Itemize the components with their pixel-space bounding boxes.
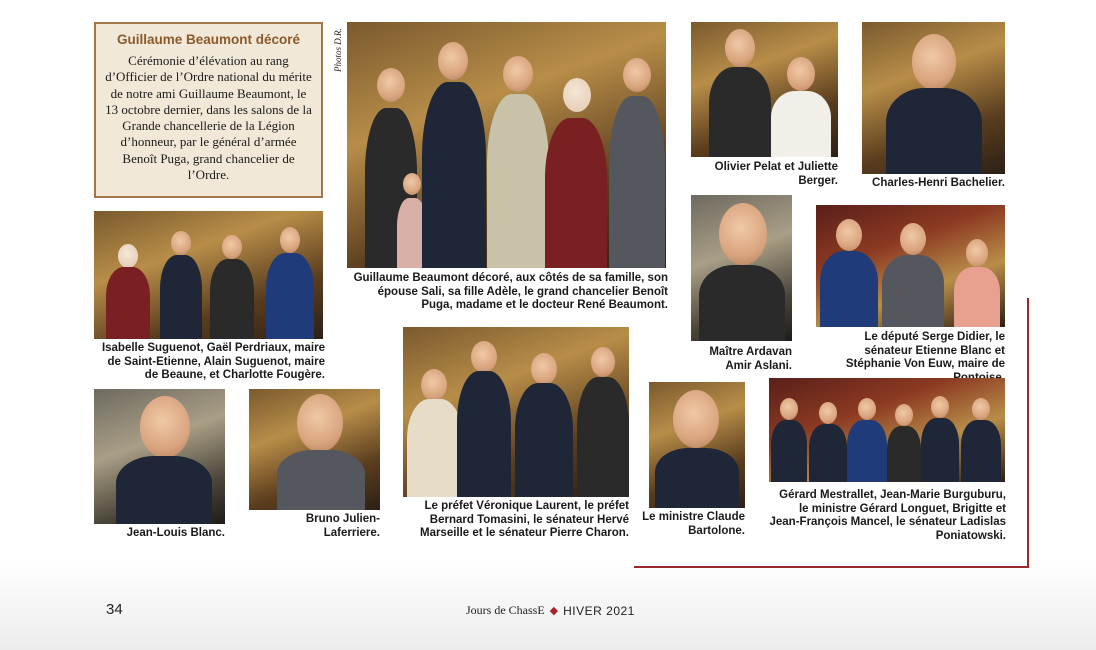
caption-bartolone: Le ministre Claude Bartolone. bbox=[642, 511, 745, 537]
photo-suguenot-group[interactable] bbox=[94, 211, 323, 339]
caption-mestrallet-group: Gérard Mestrallet, Jean-Marie Burguburu, le ministre Gérard Longuet, Brigitte et Jean-François Mancel, le sénateur Ladislas Poniatowski. bbox=[769, 489, 1006, 542]
caption-bruno-laferriere: Bruno Julien-Laferriere. bbox=[305, 513, 380, 539]
page-number: 34 bbox=[106, 601, 123, 618]
photo-bachelier[interactable] bbox=[862, 22, 1005, 174]
photo-main-family[interactable] bbox=[347, 22, 666, 268]
caption-jean-louis-blanc: Jean-Louis Blanc. bbox=[126, 527, 225, 539]
intro-box bbox=[94, 22, 323, 198]
caption-bachelier: Charles-Henri Bachelier. bbox=[872, 177, 1005, 189]
photo-pelat-berger[interactable] bbox=[691, 22, 838, 157]
photo-bartolone[interactable] bbox=[649, 382, 745, 508]
photo-mestrallet-group[interactable] bbox=[769, 378, 1005, 482]
photo-jean-louis-blanc[interactable] bbox=[94, 389, 225, 524]
magazine-name: Jours de ChassE bbox=[466, 603, 545, 617]
issue-season: HIVER 2021 bbox=[563, 603, 635, 618]
frame-line-vertical bbox=[1027, 298, 1029, 568]
photo-didier-group[interactable] bbox=[816, 205, 1005, 327]
photo-bruno-laferriere[interactable] bbox=[249, 389, 380, 510]
intro-text: Cérémonie d’élévation au rang d’Officier de l’Ordre national du mérite de notre ami Guillaume Beaumont, le 13 octobre dernier, dans les salons de la Grande chancellerie de la Légion d’honneur, par le général d’armée Benoît Puga, grand chancelier de l’Ordre. bbox=[105, 53, 312, 183]
diamond-icon: ◆ bbox=[549, 605, 559, 617]
intro-title: Guillaume Beaumont décoré bbox=[116, 32, 301, 47]
photo-prefets-group[interactable] bbox=[403, 327, 629, 497]
caption-pelat-berger: Olivier Pelat et Juliette Berger. bbox=[714, 161, 838, 187]
footer bbox=[466, 603, 635, 618]
frame-line-horizontal bbox=[634, 566, 1029, 568]
caption-suguenot-group: Isabelle Suguenot, Gaël Perdriaux, maire de Saint-Etienne, Alain Suguenot, maire de Beaune, et Charlotte Fougère. bbox=[101, 342, 325, 381]
caption-prefets-group: Le préfet Véronique Laurent, le préfet Bernard Tomasini, le sénateur Hervé Marseille et le sénateur Pierre Charon. bbox=[419, 500, 629, 539]
caption-main-family: Guillaume Beaumont décoré, aux côtés de sa famille, son épouse Sali, sa fille Adèle, le grand chancelier Benoît Puga, madame et le docteur René Beaumont. bbox=[353, 272, 668, 311]
caption-didier-group: Le député Serge Didier, le sénateur Etienne Blanc et Stéphanie Von Euw, maire de bbox=[845, 331, 1005, 370]
caption-aslani: Maître Ardavan Amir Aslani. bbox=[709, 346, 792, 372]
photo-credit: Photos D.R. bbox=[333, 28, 343, 72]
photo-aslani[interactable] bbox=[691, 195, 792, 341]
